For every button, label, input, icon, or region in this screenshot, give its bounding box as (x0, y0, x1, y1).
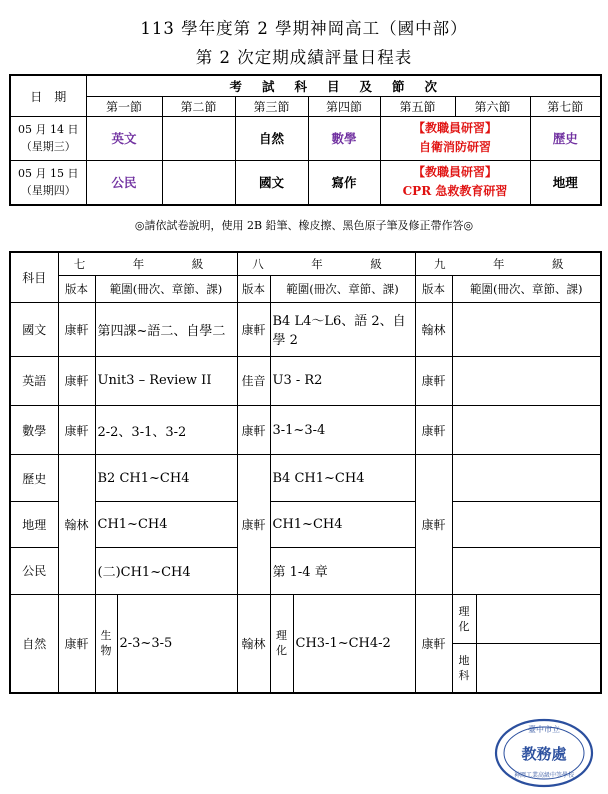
subjects-periods-header: 考試科目及節次 (86, 75, 601, 97)
table-row (10, 406, 601, 455)
scope-cell (452, 302, 601, 356)
training-name: CPR 急救教育研習 (402, 184, 508, 199)
table-row (10, 455, 601, 501)
edition-header: 版本 (58, 276, 95, 303)
scope-header: 範圍(冊次、章節、課) (95, 276, 237, 303)
page-subtitle: 第 2 次定期成績評量日程表 (195, 48, 413, 67)
staff-training-cell (380, 160, 530, 205)
period-2-header: 第二節 (162, 97, 235, 117)
schedule-row (10, 117, 601, 161)
schedule-row (10, 160, 601, 205)
scope-cell (452, 501, 601, 547)
scope-cell (452, 455, 601, 501)
grade-9-header: 九 年 級 (415, 252, 601, 276)
training-title: 【教職員研習】 (412, 121, 497, 136)
scope-cell: B2 CH1~CH4 (95, 455, 237, 501)
edition-header: 版本 (415, 276, 452, 303)
period-3-header: 第三節 (235, 97, 308, 117)
exam-range-table (9, 251, 602, 694)
subject-cell: 數學 (10, 406, 58, 455)
scope-cell (452, 356, 601, 405)
training-name: 自衛消防研習 (418, 140, 491, 155)
edition-cell: 佳音 (237, 356, 270, 405)
scope-cell: (二)CH1~CH4 (95, 548, 237, 594)
table-row (10, 548, 601, 594)
subject-cell: 公民 (10, 548, 58, 594)
subject-header: 科目 (10, 252, 58, 302)
sub-subject-cell (270, 594, 293, 693)
edition-cell: 翰林 (58, 455, 95, 594)
grade-8-header: 八 年 級 (237, 252, 415, 276)
period-7-header: 第七節 (530, 97, 601, 117)
sub-subject-label: 生物 (100, 629, 112, 658)
weekday-text: （星期三） (20, 140, 76, 154)
edition-cell: 康軒 (237, 406, 270, 455)
exam-subject-cell: 國文 (235, 160, 308, 205)
table-row (10, 594, 601, 643)
scope-cell (452, 406, 601, 455)
edition-header: 版本 (237, 276, 270, 303)
table-row (10, 356, 601, 405)
academic-affairs-stamp (494, 718, 594, 788)
scope-cell: 第四課~語二、自學二 (95, 302, 237, 356)
subject-cell: 自然 (10, 594, 58, 693)
period-4-header: 第四節 (308, 97, 380, 117)
date-cell (10, 117, 86, 161)
exam-subject-cell (162, 160, 235, 205)
scope-header: 範圍(冊次、章節、課) (270, 276, 415, 303)
edition-cell: 翰林 (237, 594, 270, 693)
scope-cell: 第 1-4 章 (270, 548, 415, 594)
scope-cell: 2-3~3-5 (117, 594, 237, 693)
exam-subject-cell: 公民 (86, 160, 162, 205)
subject-cell: 國文 (10, 302, 58, 356)
scope-cell: B4 L4～L6、語 2、自學 2 (270, 302, 415, 356)
scope-cell (452, 548, 601, 594)
sub-subject-label: 地科 (458, 653, 470, 682)
stamp-top-text: 臺中市立 (528, 725, 560, 734)
sub-subject-cell (95, 594, 117, 693)
scope-cell: Unit3 – Review II (95, 356, 237, 405)
scope-cell (476, 643, 601, 693)
exam-subject-cell: 地理 (530, 160, 601, 205)
edition-cell: 康軒 (58, 594, 95, 693)
edition-cell: 康軒 (237, 455, 270, 594)
date-text: 05 月 15 日 (18, 167, 79, 181)
scope-header: 範圍(冊次、章節、課) (452, 276, 601, 303)
scope-cell: CH1~CH4 (95, 501, 237, 547)
period-5-header: 第五節 (380, 97, 455, 117)
edition-cell: 康軒 (58, 356, 95, 405)
edition-cell: 康軒 (415, 406, 452, 455)
period-6-header: 第六節 (455, 97, 530, 117)
subject-cell: 歷史 (10, 455, 58, 501)
training-title: 【教職員研習】 (412, 165, 497, 180)
date-text: 05 月 14 日 (18, 123, 79, 137)
sub-subject-cell (452, 594, 476, 643)
sub-subject-cell (452, 643, 476, 693)
subject-cell: 地理 (10, 501, 58, 547)
period-1-header: 第一節 (86, 97, 162, 117)
scope-cell: CH1~CH4 (270, 501, 415, 547)
scope-cell: U3 - R2 (270, 356, 415, 405)
sub-subject-label: 理化 (276, 629, 287, 658)
exam-subject-cell: 英文 (86, 117, 162, 161)
exam-instruction-note: ◎請依試卷說明，使用 2B 鉛筆、橡皮擦、黑色原子筆及修正帶作答◎ (134, 219, 474, 232)
table-row (10, 302, 601, 356)
edition-cell: 康軒 (58, 302, 95, 356)
scope-cell: CH3-1~CH4-2 (293, 594, 415, 693)
exam-subject-cell: 自然 (235, 117, 308, 161)
edition-cell: 康軒 (58, 406, 95, 455)
exam-subject-cell (162, 117, 235, 161)
edition-cell: 康軒 (415, 455, 452, 594)
date-header: 日 期 (10, 75, 86, 117)
stamp-center-text: 教務處 (521, 745, 567, 763)
subject-cell: 英語 (10, 356, 58, 405)
edition-cell: 康軒 (415, 594, 452, 693)
weekday-text: （星期四） (20, 184, 76, 198)
exam-subject-cell: 寫作 (308, 160, 380, 205)
sub-subject-label: 理化 (458, 604, 470, 633)
edition-cell: 翰林 (415, 302, 452, 356)
edition-cell: 康軒 (415, 356, 452, 405)
staff-training-cell (380, 117, 530, 161)
scope-cell: 3-1~3-4 (270, 406, 415, 455)
exam-subject-cell: 歷史 (530, 117, 601, 161)
scope-cell: B4 CH1~CH4 (270, 455, 415, 501)
page-title: 113 學年度第 2 學期神岡高工（國中部） (140, 19, 468, 38)
scope-cell (476, 594, 601, 643)
scope-cell: 2-2、3-1、3-2 (95, 406, 237, 455)
stamp-bottom-text: 神岡工業高級中等學校 (513, 772, 575, 779)
table-row (10, 501, 601, 547)
exam-subject-cell: 數學 (308, 117, 380, 161)
grade-7-header: 七 年 級 (58, 252, 237, 276)
exam-schedule-table (9, 74, 602, 206)
date-cell (10, 160, 86, 205)
edition-cell: 康軒 (237, 302, 270, 356)
